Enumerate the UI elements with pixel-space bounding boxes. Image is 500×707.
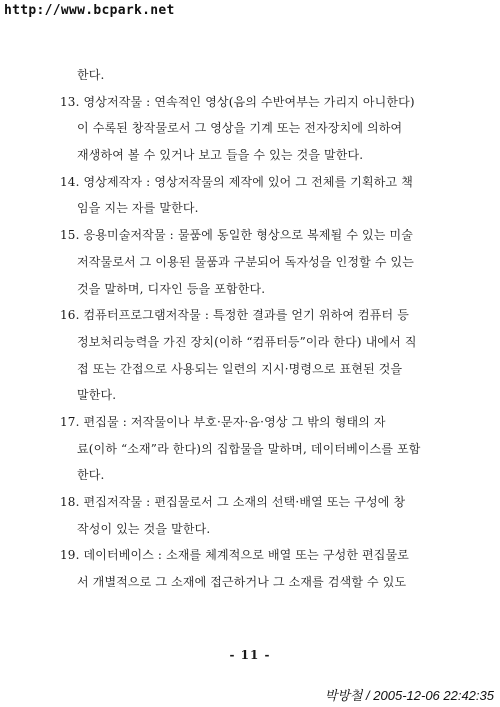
document-line: 14. 영상제작자 : 영상저작물의 제작에 있어 그 전체를 기획하고 책 [60, 174, 413, 189]
document-line: 서 개별적으로 그 소재에 접근하거나 그 소재를 검색할 수 있도 [77, 575, 407, 590]
document-line: 13. 영상저작물 : 연속적인 영상(음의 수반여부는 가리지 아니한다) [60, 94, 415, 109]
document-line: 임을 지는 자를 말한다. [77, 201, 199, 216]
document-line: 한다. [77, 68, 105, 82]
document-line: 것을 말하며, 디자인 등을 포함한다. [77, 281, 266, 296]
document-line: 재생하여 볼 수 있거나 보고 들을 수 있는 것을 말한다. [77, 148, 364, 163]
document-body [60, 62, 444, 596]
document-line: 말한다. [77, 388, 117, 403]
document-line: 정보처리능력을 가진 장치(이하 “컴퓨터등”이라 한다) 내에서 직 [77, 334, 417, 349]
document-line: 15. 응용미술저작물 : 물품에 동일한 형상으로 복제될 수 있는 미술 [60, 228, 413, 243]
author-timestamp-stamp: 박방철 / 2005-12-06 22:42:35 [324, 688, 494, 703]
document-line: 작성이 있는 것을 말한다. [77, 521, 211, 536]
document-line: 한다. [77, 468, 105, 483]
document-line: 19. 데이터베이스 : 소재를 체계적으로 배열 또는 구성한 편집물로 [60, 548, 409, 563]
document-line: 18. 편집저작물 : 편집물로서 그 소재의 선택·배열 또는 구성에 창 [60, 495, 406, 509]
document-line: 접 또는 간접으로 사용되는 일련의 지시·명령으로 표현된 것을 [77, 361, 403, 376]
page-number: - 11 - [229, 648, 271, 662]
document-line: 16. 컴퓨터프로그램저작물 : 특정한 결과를 얻기 위하여 컴퓨터 등 [60, 308, 409, 323]
document-line: 17. 편집물 : 저작물이나 부호·문자·음·영상 그 밖의 형태의 자 [60, 414, 386, 429]
document-line: 료(이하 “소재”라 한다)의 집합물을 말하며, 데이터베이스를 포함 [77, 441, 421, 456]
watermark-url: http://www.bcpark.net [4, 3, 175, 18]
document-line: 저작물로서 그 이용된 물품과 구분되어 독자성을 인정할 수 있는 [77, 254, 415, 269]
document-line: 이 수록된 창작물로서 그 영상을 기계 또는 전자장치에 의하여 [77, 121, 403, 136]
